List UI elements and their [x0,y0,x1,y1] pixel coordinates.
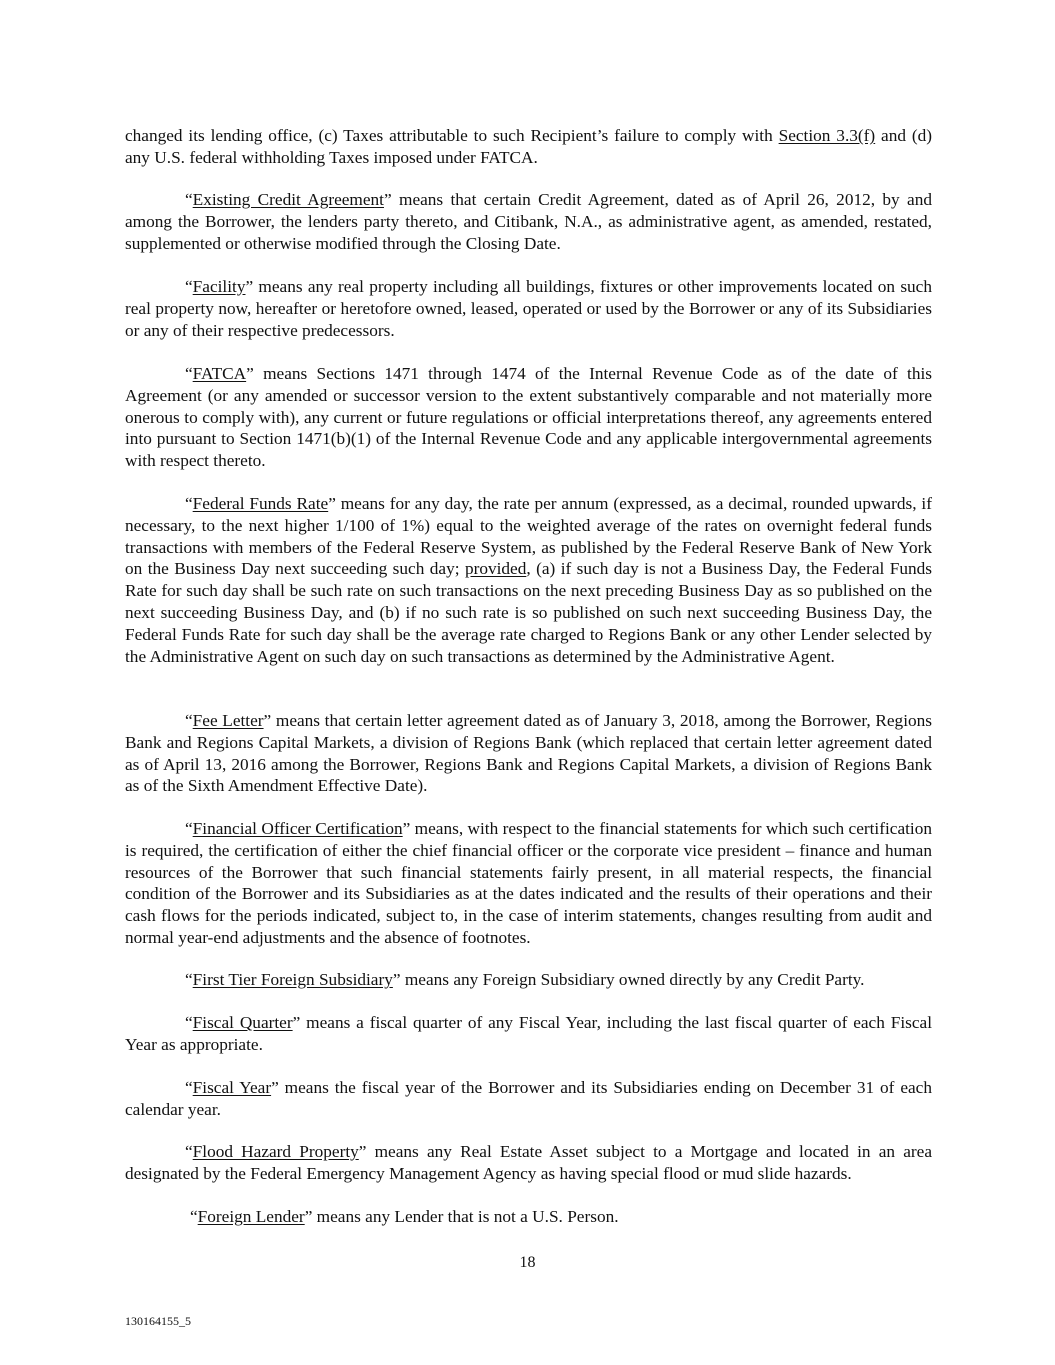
definition-paragraph-flood-hazard-property [125,1141,932,1185]
paragraph-text: ” means that certain letter agreement dated as of January 3, 2018, among the Borrower, Regions Bank and Regions Capital Markets, a division of Regions Bank (which replaced that certain letter agreement dated as of April 13, 2016 among the Borrower, Regions Bank and Regions Capital Markets, a division of Regions Bank as of the Sixth Amendment Effective Date). [125,711,933,796]
definition-paragraph-existing-credit-agreement [125,189,932,254]
defined-term: Facility [192,277,246,296]
defined-term: Foreign Lender [197,1207,305,1226]
definition-paragraph-financial-officer-certification [125,818,932,949]
paragraph-text: “ [185,364,193,383]
definition-paragraph-first-tier-foreign-subsidiary [125,969,932,991]
definition-paragraph-federal-funds-rate [125,493,932,667]
definition-paragraph-continuation [125,125,932,169]
document-id: 130164155_5 [125,1314,191,1328]
defined-term: Flood Hazard Property [192,1142,359,1161]
definition-paragraph-fatca [125,363,932,472]
defined-term: Financial Officer Certification [192,819,403,838]
paragraph-text: “ [185,494,193,513]
paragraph-text: changed its lending office, (c) Taxes attributable to such Recipient’s failure to comply with [125,126,779,145]
defined-term: Section 3.3(f) [778,126,876,145]
paragraph-text: ” means any real property including all buildings, fixtures or other improvements located on such real property now, hereafter or heretofore owned, leased, operated or used by the Borrower or any of its Subsidiaries or any of their respective predecessors. [125,277,932,340]
paragraph-text: ” means any Foreign Subsidiary owned directly by any Credit Party. [392,970,865,989]
paragraph-text: ” means the fiscal year of the Borrower and its Subsidiaries ending on December 31 of each calendar year. [125,1078,932,1119]
definition-paragraph-foreign-lender [125,1206,932,1228]
paragraph-text: “ [185,970,193,989]
definition-paragraph-facility [125,276,932,341]
paragraph-text: “ [185,1142,193,1161]
definition-paragraph-fee-letter [125,710,932,797]
defined-term: Fee Letter [192,711,264,730]
paragraph-text: ” means that certain Credit Agreement, dated as of April 26, 2012, by and among the Borrower, the lenders party thereto, and Citibank, N.A., as administrative agent, as amended, restated, supplemented or otherwise modified through the Closing Date. [125,190,932,253]
defined-term: FATCA [192,364,247,383]
defined-term: Federal Funds Rate [192,494,329,513]
paragraph-text: ” means, with respect to the financial statements for which such certification is required, the certification of either the chief financial officer or the corporate vice president – finance and human resources of the Borrower that such financial statements fairly present, in all material respects, the financial condition of the Borrower and its Subsidiaries as at the dates indicated and the results of their operations and their cash flows for the periods indicated, subject to, in the case of interim statements, changes resulting from audit and normal year-end adjustments and the absence of footnotes. [125,819,933,947]
definition-paragraph-fiscal-quarter [125,1012,932,1056]
paragraph-text: and (d) any U.S. federal withholding Taxes imposed under FATCA. [125,126,932,167]
paragraph-text: “ [185,1078,193,1097]
defined-term: Existing Credit Agreement [192,190,384,209]
defined-term: Fiscal Quarter [192,1013,293,1032]
paragraph-text: ” means any Lender that is not a U.S. Person. [304,1207,619,1226]
paragraph-text: “ [190,1207,198,1226]
paragraph-text: ” means Sections 1471 through 1474 of the Internal Revenue Code as of the date of this Agreement (or any amended or successor version to the extent substantively comparable and not materially more onerous to comply with), any current or future regulations or official interpretations thereof, any agreements entered into pursuant to Section 1471(b)(1) of the Internal Revenue Code and any applicable intergovernmental agreements with respect thereto. [125,364,932,471]
page-number: 18 [519,1254,536,1271]
paragraph-text: ” means for any day, the rate per annum (expressed, as a decimal, rounded upwards, if necessary, to the next higher 1/100 of 1%) equal to the weighted average of the rates on overnight federal funds transactions with members of the Federal Reserve System, as published by the Federal Reserve Bank of New York on the Business Day next succeeding such day; [125,494,932,579]
definition-paragraph-fiscal-year [125,1077,932,1121]
defined-term: Fiscal Year [192,1078,272,1097]
paragraph-text: ” means a fiscal quarter of any Fiscal Year, including the last fiscal quarter of each Fiscal Year as appropriate. [125,1013,933,1054]
paragraph-text: “ [185,190,193,209]
paragraph-text: “ [185,711,193,730]
paragraph-text: “ [185,277,193,296]
paragraph-text: ” means any Real Estate Asset subject to a Mortgage and located in an area designated by the Federal Emergency Management Agency as having special flood or mud slide hazards. [125,1142,932,1183]
defined-term: First Tier Foreign Subsidiary [192,970,393,989]
paragraph-text: “ [185,1013,193,1032]
defined-term: provided [464,559,527,579]
paragraph-text: , (a) if such day is not a Business Day, the Federal Funds Rate for such day shall be such rate on such transactions on the next preceding Business Day as so published on the next succeeding Business Day, and (b) if no such rate is so published on such next succeeding Business Day, the Federal Funds Rate for such day shall be the average rate charged to Regions Bank or any other Lender selected by the Administrative Agent on such day on such transactions as determined by the Administrative Agent. [125,559,932,666]
paragraph-text: “ [185,819,193,838]
